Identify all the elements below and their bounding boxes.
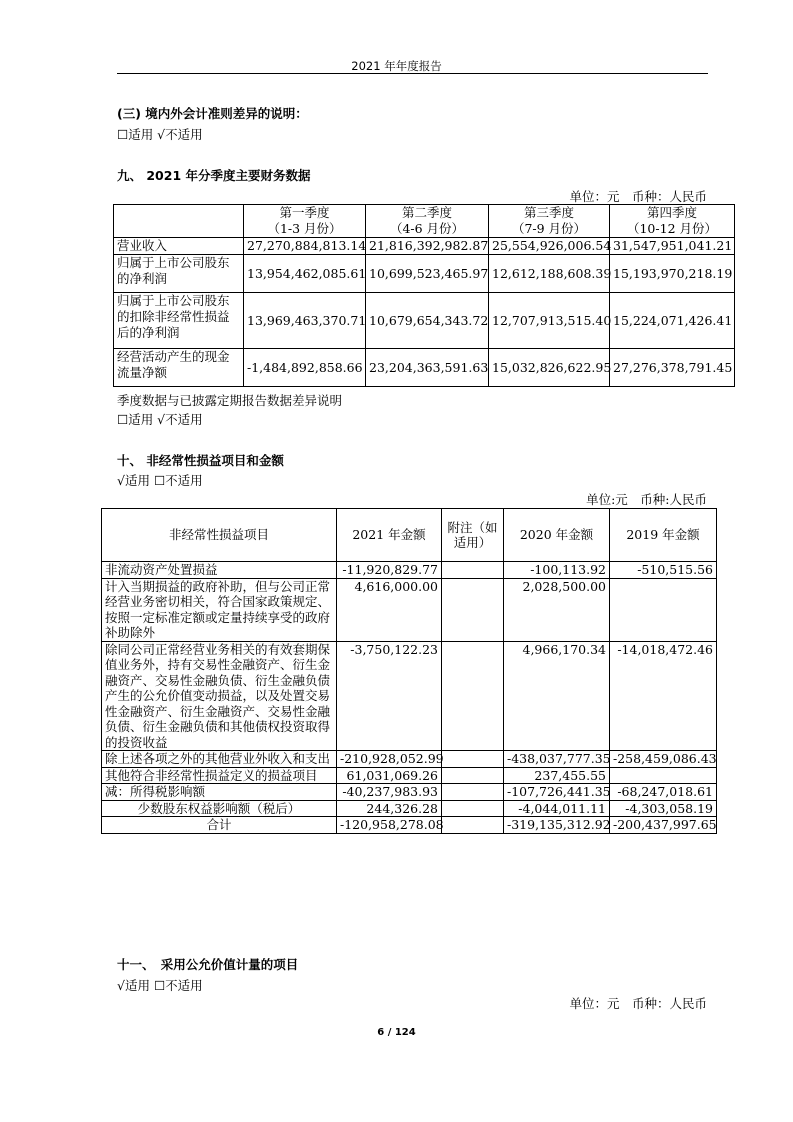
cell-2020: -107,726,441.35 xyxy=(504,784,610,801)
section-iii-options: ☐适用 √不适用 xyxy=(117,127,203,142)
cell-value: -1,484,892,858.66 xyxy=(244,349,366,387)
row-label: 减：所得税影响额 xyxy=(102,784,337,801)
cell-note xyxy=(442,767,504,784)
section-10-heading: 十、 非经常性损益项目和金额 xyxy=(117,453,284,468)
row-label: 合计 xyxy=(102,817,337,834)
column-header: 2021 年金额 xyxy=(337,509,442,562)
cell-note xyxy=(442,578,504,641)
quarterly-diff-note: 季度数据与已披露定期报告数据差异说明 xyxy=(117,393,343,408)
cell-value: 15,193,970,218.19 xyxy=(610,255,735,293)
row-label: 除同公司正常经营业务相关的有效套期保值业务外，持有交易性金融资产、衍生金融资产、交易性金融负债、衍生金融负债产生的公允价值变动损益，以及处置交易性金融资产、衍生金融资产、交易性金融负债、衍生金融负债和其他债权投资取得的投资收益 xyxy=(102,641,337,751)
cell-2020: 237,455.55 xyxy=(504,767,610,784)
header-divider xyxy=(117,73,708,74)
row-label: 少数股东权益影响额（税后） xyxy=(102,800,337,817)
section-11-options: √适用 ☐不适用 xyxy=(117,978,203,993)
cell-value: 13,954,462,085.61 xyxy=(244,255,366,293)
row-label: 其他符合非经常性损益定义的损益项目 xyxy=(102,767,337,784)
cell-2021: 244,326.28 xyxy=(337,800,442,817)
table-row xyxy=(114,349,735,387)
cell-2021: -11,920,829.77 xyxy=(337,562,442,579)
cell-2019: -258,459,086.43 xyxy=(610,751,717,768)
row-label: 计入当期损益的政府补助，但与公司正常经营业务密切相关，符合国家政策规定、按照一定标准定额或定量持续享受的政府补助除外 xyxy=(102,578,337,641)
quarterly-data-table xyxy=(113,204,735,387)
cell-2020: -4,044,011.11 xyxy=(504,800,610,817)
cell-note xyxy=(442,562,504,579)
section-10-options: √适用 ☐不适用 xyxy=(117,473,203,488)
cell-2020: 2,028,500.00 xyxy=(504,578,610,641)
section-11-unit: 单位：元 币种：人民币 xyxy=(569,996,707,1011)
section-9-unit: 单位：元 币种：人民币 xyxy=(569,189,707,204)
section-10-unit: 单位:元 币种:人民币 xyxy=(586,492,707,507)
cell-2020: -100,113.92 xyxy=(504,562,610,579)
column-header: 2019 年金额 xyxy=(610,509,717,562)
page-number: 6 / 124 xyxy=(377,1027,416,1038)
page-header: 2021 年年度报告 xyxy=(351,59,442,73)
section-9-heading: 九、 2021 年分季度主要财务数据 xyxy=(117,168,311,183)
cell-value: 10,679,654,343.72 xyxy=(366,293,489,349)
column-header: 第三季度 （7-9 月份） xyxy=(489,205,610,238)
cell-note xyxy=(442,784,504,801)
table-total-row xyxy=(102,817,717,834)
cell-note xyxy=(442,641,504,751)
cell-value: 15,224,071,426.41 xyxy=(610,293,735,349)
table-row xyxy=(114,238,735,255)
row-label: 营业收入 xyxy=(114,238,244,255)
table-row xyxy=(114,293,735,349)
table-row xyxy=(102,784,717,801)
column-header: 第一季度 （1-3 月份） xyxy=(244,205,366,238)
cell-2019 xyxy=(610,767,717,784)
cell-value: 10,699,523,465.97 xyxy=(366,255,489,293)
cell-2020: -438,037,777.35 xyxy=(504,751,610,768)
cell-2021: -3,750,122.23 xyxy=(337,641,442,751)
cell-2020: 4,966,170.34 xyxy=(504,641,610,751)
cell-value: 27,276,378,791.45 xyxy=(610,349,735,387)
row-label: 归属于上市公司股东的扣除非经常性损益后的净利润 xyxy=(114,293,244,349)
column-header: 非经常性损益项目 xyxy=(102,509,337,562)
row-label: 归属于上市公司股东的净利润 xyxy=(114,255,244,293)
cell-2021: -120,958,278.08 xyxy=(337,817,442,834)
cell-2019: -4,303,058.19 xyxy=(610,800,717,817)
cell-2019: -14,018,472.46 xyxy=(610,641,717,751)
table-row xyxy=(102,800,717,817)
cell-2019: -510,515.56 xyxy=(610,562,717,579)
cell-2019 xyxy=(610,578,717,641)
cell-value: 21,816,392,982.87 xyxy=(366,238,489,255)
cell-value: 25,554,926,006.54 xyxy=(489,238,610,255)
cell-note xyxy=(442,751,504,768)
non-recurring-items-table xyxy=(101,508,717,834)
column-header: 第二季度 （4-6 月份） xyxy=(366,205,489,238)
cell-value: 12,612,188,608.39 xyxy=(489,255,610,293)
quarterly-diff-options: ☐适用 √不适用 xyxy=(117,412,203,427)
cell-value: 13,969,463,370.71 xyxy=(244,293,366,349)
table-row xyxy=(102,767,717,784)
cell-value: 31,547,951,041.21 xyxy=(610,238,735,255)
header-empty-cell xyxy=(114,205,244,238)
table-header-row xyxy=(114,205,735,238)
cell-2021: 4,616,000.00 xyxy=(337,578,442,641)
table-row xyxy=(102,641,717,751)
table-row xyxy=(102,751,717,768)
cell-2021: -210,928,052.99 xyxy=(337,751,442,768)
cell-value: 27,270,884,813.14 xyxy=(244,238,366,255)
table-row xyxy=(114,255,735,293)
column-header: 2020 年金额 xyxy=(504,509,610,562)
row-label: 非流动资产处置损益 xyxy=(102,562,337,579)
cell-value: 23,204,363,591.63 xyxy=(366,349,489,387)
table-row xyxy=(102,562,717,579)
column-header: 第四季度 （10-12 月份） xyxy=(610,205,735,238)
row-label: 除上述各项之外的其他营业外收入和支出 xyxy=(102,751,337,768)
section-11-heading: 十一、 采用公允价值计量的项目 xyxy=(117,957,299,972)
cell-2019: -200,437,997.65 xyxy=(610,817,717,834)
cell-2020: -319,135,312.92 xyxy=(504,817,610,834)
cell-2021: -40,237,983.93 xyxy=(337,784,442,801)
cell-2019: -68,247,018.61 xyxy=(610,784,717,801)
cell-note xyxy=(442,800,504,817)
cell-value: 15,032,826,622.95 xyxy=(489,349,610,387)
cell-2021: 61,031,069.26 xyxy=(337,767,442,784)
column-header: 附注（如适用） xyxy=(442,509,504,562)
cell-value: 12,707,913,515.40 xyxy=(489,293,610,349)
cell-note xyxy=(442,817,504,834)
table-header-row xyxy=(102,509,717,562)
table-row xyxy=(102,578,717,641)
section-iii-heading: (三) 境内外会计准则差异的说明： xyxy=(117,106,308,121)
row-label: 经营活动产生的现金流量净额 xyxy=(114,349,244,387)
